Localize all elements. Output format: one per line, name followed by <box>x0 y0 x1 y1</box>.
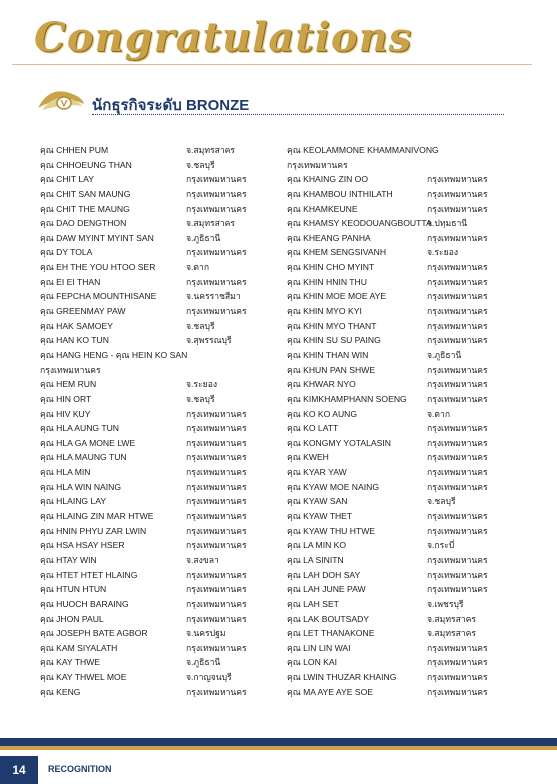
list-item <box>287 363 517 378</box>
member-name: คุณ KIMKHAMPHANN SOENG <box>287 393 407 404</box>
member-province: จ.ชลบุรี <box>186 320 215 331</box>
member-province: จ.กาญจนบุรี <box>186 672 232 683</box>
member-column-right <box>287 143 517 699</box>
member-name: คุณ CHHOEUNG THAN <box>40 159 132 170</box>
member-name: คุณ LWIN THUZAR KHAING <box>287 672 397 683</box>
member-name: คุณ KHAMSY KEODOUANGBOUTTA <box>287 218 432 229</box>
list-item <box>287 524 517 539</box>
member-province: กรุงเทพมหานคร <box>186 540 247 551</box>
bronze-badge-icon <box>36 86 86 114</box>
title-divider <box>12 64 532 65</box>
member-name: คุณ KHIN CHO MYINT <box>287 262 375 273</box>
member-name: คุณ KHIN MYO KYI <box>287 306 362 317</box>
list-item <box>40 553 275 568</box>
list-item <box>287 553 517 568</box>
member-name: คุณ HLA MAUNG TUN <box>40 452 127 463</box>
list-item <box>40 494 275 509</box>
list-item <box>40 612 275 627</box>
member-province: จ.ปทุมธานี <box>427 218 468 229</box>
list-item <box>287 158 517 173</box>
list-item <box>40 289 275 304</box>
member-province: จ.สมุทรสาคร <box>427 613 477 624</box>
list-item <box>287 568 517 583</box>
member-province: กรุงเทพมหานคร <box>186 247 247 258</box>
member-name: คุณ HLA AUNG TUN <box>40 423 119 434</box>
member-name: คุณ HAK SAMOEY <box>40 320 113 331</box>
member-province: จ.ตาก <box>186 262 210 273</box>
member-province: กรุงเทพมหานคร <box>186 569 247 580</box>
member-province: กรุงเทพมหานคร <box>186 511 247 522</box>
member-name: คุณ HTAY WIN <box>40 554 97 565</box>
member-province: กรุงเทพมหานคร <box>427 467 488 478</box>
member-province: กรุงเทพมหานคร <box>186 613 247 624</box>
list-item <box>40 392 275 407</box>
list-item <box>287 582 517 597</box>
list-item <box>40 524 275 539</box>
footer-band <box>0 738 557 746</box>
member-name: คุณ KHIN HNIN THU <box>287 276 367 287</box>
list-item <box>40 421 275 436</box>
member-name: คุณ KYAR YAW <box>287 467 347 478</box>
list-item <box>287 436 517 451</box>
member-province: กรุงเทพมหานคร <box>427 452 488 463</box>
member-name: คุณ HLAING ZIN MAR HTWE <box>40 511 154 522</box>
member-column-left <box>40 143 275 699</box>
list-item <box>40 158 275 173</box>
list-item <box>287 202 517 217</box>
member-province: กรุงเทพมหานคร <box>427 481 488 492</box>
member-name: คุณ KHAING ZIN OO <box>287 174 369 185</box>
member-name: คุณ KHUN PAN SHWE <box>287 364 376 375</box>
member-province: กรุงเทพมหานคร <box>427 174 488 185</box>
member-name: กรุงเทพมหานคร <box>40 364 101 375</box>
member-province: จ.เพชรบุรี <box>427 598 464 609</box>
member-name: คุณ KHIN THAN WIN <box>287 349 369 360</box>
member-name: คุณ HSA HSAY HSER <box>40 540 125 551</box>
member-name: คุณ KAY THWEL MOE <box>40 672 127 683</box>
member-province: จ.สุพรรณบุรี <box>186 335 232 346</box>
member-province: กรุงเทพมหานคร <box>186 481 247 492</box>
member-name: คุณ KHAMBOU INTHILATH <box>287 188 393 199</box>
list-item <box>287 538 517 553</box>
list-item <box>40 436 275 451</box>
list-item <box>287 275 517 290</box>
list-item <box>40 626 275 641</box>
list-item <box>40 187 275 202</box>
member-province: กรุงเทพมหานคร <box>427 554 488 565</box>
member-province: กรุงเทพมหานคร <box>427 364 488 375</box>
list-item <box>40 216 275 231</box>
list-item <box>287 392 517 407</box>
member-name: คุณ EI EI THAN <box>40 276 101 287</box>
member-name: คุณ KONGMY YOTALASIN <box>287 437 391 448</box>
list-item <box>287 333 517 348</box>
member-province: จ.ชลบุรี <box>186 393 215 404</box>
member-name: คุณ LIN LIN WAI <box>287 642 351 653</box>
list-item <box>287 143 517 158</box>
member-province: กรุงเทพมหานคร <box>427 335 488 346</box>
member-province: กรุงเทพมหานคร <box>186 467 247 478</box>
member-province: จ.ระยอง <box>427 247 459 258</box>
list-item <box>287 450 517 465</box>
member-province: กรุงเทพมหานคร <box>186 306 247 317</box>
member-name: คุณ LON KAI <box>287 657 338 668</box>
member-province: กรุงเทพมหานคร <box>427 379 488 390</box>
list-item <box>287 494 517 509</box>
list-item <box>40 480 275 495</box>
member-province: กรุงเทพมหานคร <box>186 423 247 434</box>
list-item <box>287 685 517 700</box>
member-name: คุณ KAM SIYALATH <box>40 642 118 653</box>
list-item <box>40 275 275 290</box>
list-item <box>40 568 275 583</box>
list-item <box>287 465 517 480</box>
list-item <box>40 641 275 656</box>
member-province: กรุงเทพมหานคร <box>186 496 247 507</box>
member-province: กรุงเทพมหานคร <box>427 437 488 448</box>
list-item <box>287 509 517 524</box>
list-item <box>287 655 517 670</box>
member-name: คุณ JHON PAUL <box>40 613 104 624</box>
member-name: คุณ LAH SET <box>287 598 339 609</box>
footer-label: RECOGNITION <box>48 764 112 774</box>
member-name: คุณ KHEANG PANHA <box>287 232 371 243</box>
list-item <box>40 538 275 553</box>
member-province: จ.ชลบุรี <box>186 159 215 170</box>
member-province: กรุงเทพมหานคร <box>186 174 247 185</box>
list-item <box>40 407 275 422</box>
member-province: กรุงเทพมหานคร <box>427 320 488 331</box>
member-name: คุณ MA AYE AYE SOE <box>287 686 374 697</box>
member-name: คุณ LAK BOUTSADY <box>287 613 370 624</box>
member-province: กรุงเทพมหานคร <box>427 672 488 683</box>
member-province: จ.ชลบุรี <box>427 496 456 507</box>
list-item <box>287 319 517 334</box>
footer-accent <box>0 746 557 750</box>
member-province: จ.นครราชสีมา <box>186 291 241 302</box>
list-item <box>287 304 517 319</box>
section-divider <box>92 114 504 115</box>
member-province: กรุงเทพมหานคร <box>427 686 488 697</box>
member-name: คุณ CHIT SAN MAUNG <box>40 188 131 199</box>
list-item <box>40 260 275 275</box>
member-name: คุณ KO KO AUNG <box>287 408 358 419</box>
member-province: กรุงเทพมหานคร <box>186 408 247 419</box>
member-name: คุณ KHIN MOE MOE AYE <box>287 291 387 302</box>
member-name: คุณ HANG HENG - คุณ HEIN KO SAN <box>40 349 188 360</box>
member-name: คุณ KHEM SENGSIVANH <box>287 247 387 258</box>
member-province: จ.สมุทรสาคร <box>427 628 477 639</box>
list-item <box>40 245 275 260</box>
member-province: กรุงเทพมหานคร <box>427 306 488 317</box>
member-province: กรุงเทพมหานคร <box>427 232 488 243</box>
member-name: คุณ CHIT LAY <box>40 174 94 185</box>
list-item <box>287 597 517 612</box>
member-name: คุณ EH THE YOU HTOO SER <box>40 262 156 273</box>
member-province: จ.สมุทรสาคร <box>186 145 236 155</box>
member-name: คุณ KAY THWE <box>40 657 101 668</box>
list-item <box>287 231 517 246</box>
member-name: คุณ CHHEN PUM <box>40 145 109 155</box>
page-title: Congratulations <box>34 14 413 61</box>
member-name: คุณ KYAW THU HTWE <box>287 525 376 536</box>
member-name: คุณ HUOCH BARAING <box>40 598 129 609</box>
member-name: คุณ HAN KO TUN <box>40 335 109 346</box>
member-name: คุณ HTET HTET HLAING <box>40 569 138 580</box>
member-name: คุณ HLA WIN NAING <box>40 481 122 492</box>
member-name: คุณ KHAMKEUNE <box>287 203 358 214</box>
member-province: จ.สงขลา <box>186 554 219 565</box>
member-province: กรุงเทพมหานคร <box>427 511 488 522</box>
member-name: คุณ DAO DENGTHON <box>40 218 127 229</box>
list-item <box>40 304 275 319</box>
member-name: คุณ HEM RUN <box>40 379 97 390</box>
list-item <box>287 670 517 685</box>
list-item <box>40 231 275 246</box>
member-name: คุณ HIN ORT <box>40 393 92 404</box>
member-name: คุณ KWEH <box>287 452 329 463</box>
member-name: คุณ JOSEPH BATE AGBOR <box>40 628 148 639</box>
member-name: คุณ LAH JUNE PAW <box>287 584 366 595</box>
member-name: คุณ LET THANAKONE <box>287 628 375 639</box>
member-name: คุณ LAH DOH SAY <box>287 569 361 580</box>
member-name: คุณ HIV KUY <box>40 408 91 419</box>
list-item <box>40 348 275 363</box>
member-name: คุณ HLA MIN <box>40 467 91 478</box>
member-province: กรุงเทพมหานคร <box>186 437 247 448</box>
member-province: กรุงเทพมหานคร <box>186 642 247 653</box>
member-province: กรุงเทพมหานคร <box>186 525 247 536</box>
list-item <box>287 421 517 436</box>
member-province: กรุงเทพมหานคร <box>186 203 247 214</box>
member-province: กรุงเทพมหานคร <box>427 525 488 536</box>
list-item <box>287 626 517 641</box>
member-province: กรุงเทพมหานคร <box>427 642 488 653</box>
list-item <box>40 670 275 685</box>
list-item <box>40 143 275 158</box>
member-name: คุณ HLAING LAY <box>40 496 107 507</box>
list-item <box>40 319 275 334</box>
member-name: คุณ HTUN HTUN <box>40 584 107 595</box>
member-province: กรุงเทพมหานคร <box>186 686 247 697</box>
member-name: คุณ KYAW MOE NAING <box>287 481 380 492</box>
member-province: กรุงเทพมหานคร <box>427 584 488 595</box>
member-province: กรุงเทพมหานคร <box>186 598 247 609</box>
member-name: คุณ DAW MYINT MYINT SAN <box>40 232 154 243</box>
member-province: จ.ภูธิธานี <box>186 232 221 243</box>
list-item <box>40 363 275 378</box>
list-item <box>287 612 517 627</box>
member-province: จ.สมุทรสาคร <box>186 218 236 229</box>
member-name: คุณ KENG <box>40 686 81 697</box>
list-item <box>40 509 275 524</box>
member-province: กรุงเทพมหานคร <box>427 276 488 287</box>
member-name: คุณ KHIN MYO THANT <box>287 320 377 331</box>
member-province: กรุงเทพมหานคร <box>186 584 247 595</box>
member-province: กรุงเทพมหานคร <box>427 203 488 214</box>
member-province: กรุงเทพมหานคร <box>186 276 247 287</box>
member-name: คุณ KYAW THET <box>287 511 353 522</box>
list-item <box>40 172 275 187</box>
member-province: กรุงเทพมหานคร <box>427 393 488 404</box>
member-name: คุณ HLA GA MONE LWE <box>40 437 136 448</box>
list-item <box>287 172 517 187</box>
list-item <box>40 450 275 465</box>
member-province: จ.ภูธิธานี <box>186 657 221 668</box>
list-item <box>40 597 275 612</box>
member-province: กรุงเทพมหานคร <box>427 569 488 580</box>
member-province: จ.ภูธิธานี <box>427 349 462 360</box>
list-item <box>287 641 517 656</box>
list-item <box>40 202 275 217</box>
list-item <box>287 377 517 392</box>
member-province: จ.กระบี่ <box>427 540 455 551</box>
list-item <box>287 407 517 422</box>
list-item <box>287 480 517 495</box>
list-item <box>287 348 517 363</box>
list-item <box>40 655 275 670</box>
member-name: คุณ LA SINITN <box>287 554 344 565</box>
list-item <box>40 685 275 700</box>
list-item <box>287 187 517 202</box>
list-item <box>40 333 275 348</box>
list-item <box>40 582 275 597</box>
member-name: คุณ KO LATT <box>287 423 339 434</box>
member-province: จ.นครปฐม <box>186 628 226 639</box>
member-name: คุณ DY TOLA <box>40 247 93 258</box>
member-province: กรุงเทพมหานคร <box>427 657 488 668</box>
member-name: คุณ KHIN SU SU PAING <box>287 335 381 346</box>
member-province: กรุงเทพมหานคร <box>427 423 488 434</box>
page-number: 14 <box>0 756 38 784</box>
member-name: กรุงเทพมหานคร <box>287 159 348 170</box>
member-province: กรุงเทพมหานคร <box>427 188 488 199</box>
member-province: กรุงเทพมหานคร <box>186 452 247 463</box>
member-name: คุณ KEOLAMMONE KHAMMANIVONG <box>287 145 439 155</box>
member-name: คุณ KYAW SAN <box>287 496 348 507</box>
list-item <box>40 377 275 392</box>
member-name: คุณ CHIT THE MAUNG <box>40 203 130 214</box>
list-item <box>287 260 517 275</box>
list-item <box>287 289 517 304</box>
member-name: คุณ FEPCHA MOUNTHISANE <box>40 291 157 302</box>
member-name: คุณ GREENMAY PAW <box>40 306 126 317</box>
member-province: กรุงเทพมหานคร <box>427 291 488 302</box>
member-name: คุณ LA MIN KO <box>287 540 347 551</box>
section-title: นักธุรกิจระดับ BRONZE <box>92 97 250 114</box>
list-item <box>287 216 517 231</box>
member-province: กรุงเทพมหานคร <box>427 262 488 273</box>
member-province: จ.ระยอง <box>186 379 218 390</box>
list-item <box>287 245 517 260</box>
member-province: จ.ตาก <box>427 408 451 419</box>
member-name: คุณ HNIN PHYU ZAR LWIN <box>40 525 147 536</box>
member-province: กรุงเทพมหานคร <box>186 188 247 199</box>
list-item <box>40 465 275 480</box>
member-name: คุณ KHWAR NYO <box>287 379 356 390</box>
